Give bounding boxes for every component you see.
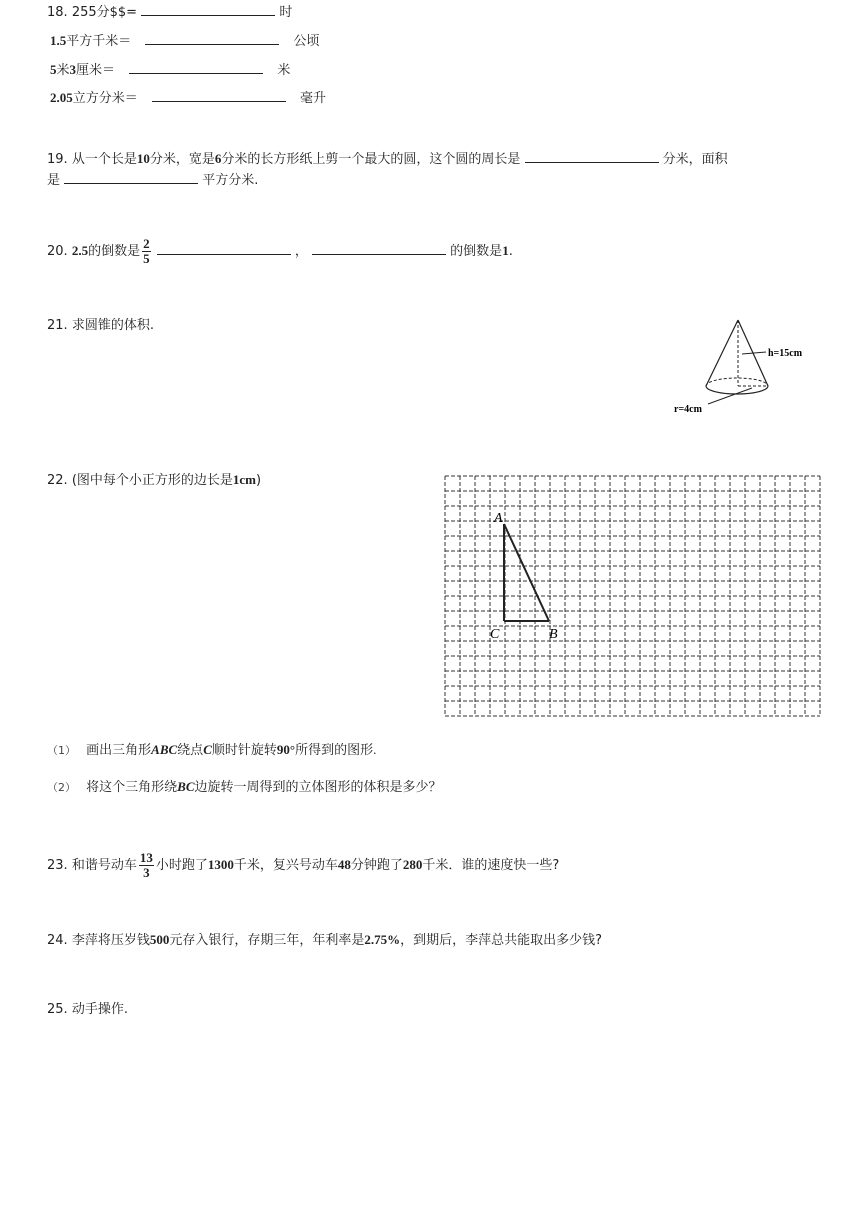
q22-sub2-text: 将这个三角形绕 <box>86 779 178 794</box>
q24-number: 24. <box>47 933 68 948</box>
q23-line <box>47 848 559 883</box>
q19-line1 <box>47 150 728 168</box>
q20-frac-num: 2 <box>143 236 150 251</box>
q20-text: 的倒数是 <box>88 244 141 259</box>
q18-line2-blank[interactable] <box>145 32 279 45</box>
q24-text: ，到期后，李萍总共能取出多少钱? <box>400 933 603 948</box>
q19-text: 分米的长方形纸上剪一个最大的圆，这个圆的周长是 <box>221 152 521 167</box>
q23-minutes: 48 <box>337 857 351 872</box>
q18-line3-text1: 米 <box>56 63 70 78</box>
q18-line2-value: 1.5 <box>50 33 67 48</box>
q20-line <box>47 234 513 269</box>
q18-number: 18. <box>47 5 68 20</box>
q20-one: 1 <box>502 243 509 258</box>
q22-line <box>47 472 261 489</box>
q18-line1 <box>47 3 292 21</box>
q25-text: 动手操作. <box>71 1002 128 1017</box>
q25-number: 25. <box>47 1002 68 1017</box>
q18-line4-value: 2.05 <box>50 90 73 105</box>
q23-text: 分钟跑了 <box>350 858 403 873</box>
q19-text: 分米，面积 <box>662 152 728 167</box>
cone-left-edge <box>706 320 738 386</box>
q20-fraction <box>142 237 151 266</box>
q24-text: 元存入银行，存期三年，年利率是 <box>169 933 365 948</box>
q19-text: 从一个长是 <box>71 152 137 167</box>
q23-text: 千米，复兴号动车 <box>233 858 338 873</box>
q18-line3 <box>50 61 290 79</box>
q22-sub1-text: 所得到的图形. <box>295 742 377 757</box>
q20-value: 2.5 <box>71 243 89 258</box>
q18-line2 <box>50 32 320 50</box>
q24-rate: 2.75% <box>364 932 401 947</box>
q24-text: 李萍将压岁钱 <box>71 933 150 948</box>
q19-text: 平方分米. <box>202 173 259 188</box>
q23-dist2: 280 <box>402 857 423 872</box>
q23-frac-num: 13 <box>139 850 153 865</box>
q19-area-blank[interactable] <box>64 171 198 184</box>
q22-sub2-bc: BC <box>177 779 195 794</box>
q23-fraction <box>139 851 154 880</box>
cone-base-front <box>706 386 768 394</box>
q20-frac-den: 5 <box>143 251 150 266</box>
q20-dot: . <box>508 244 513 259</box>
q18-line4-blank[interactable] <box>152 89 286 102</box>
q18-line3-text2: 厘米＝ <box>76 63 116 78</box>
q19-perimeter-blank[interactable] <box>525 150 659 163</box>
q20-number: 20. <box>47 244 68 259</box>
q22-sub1 <box>47 742 376 759</box>
q18-line2-text: 平方千米＝ <box>66 34 132 49</box>
q21-line <box>47 318 154 334</box>
point-b-label: B <box>549 627 558 642</box>
q18-line2-unit: 公顷 <box>293 34 320 49</box>
q18-line4-text: 立方分米＝ <box>72 91 138 106</box>
q22-number: 22. <box>47 473 68 488</box>
q23-text: 小时跑了 <box>155 858 208 873</box>
q18-line1-text: 255分$$= <box>71 5 138 20</box>
triangle-side-ab <box>504 524 549 621</box>
q19-width: 6 <box>214 151 222 166</box>
q22-unit: 1cm <box>232 472 257 487</box>
point-a-label: A <box>494 511 503 526</box>
q19-line2 <box>47 171 258 189</box>
q23-text: 千米．谁的速度快一些? <box>422 858 560 873</box>
q18-line3-unit: 米 <box>277 63 291 78</box>
q20-blank-2[interactable] <box>312 242 446 255</box>
q22-sub1-index: （1） <box>47 744 76 757</box>
q24-money: 500 <box>149 932 170 947</box>
q23-frac-den: 3 <box>143 865 150 880</box>
r-label: r=4cm <box>674 404 702 415</box>
q22-sub1-c: C <box>203 742 212 757</box>
q18-line3-value2: 3 <box>69 62 77 77</box>
q21-number: 21. <box>47 318 68 333</box>
q22-sub1-deg: 90° <box>276 742 296 757</box>
q22-sub1-text: 绕点 <box>177 742 204 757</box>
q18-line3-blank[interactable] <box>129 61 263 74</box>
h-label: h=15cm <box>768 348 803 359</box>
q22-sub2 <box>47 779 442 796</box>
q18-line4 <box>50 89 326 107</box>
q22-close: ) <box>256 473 262 488</box>
q22-sub1-text: 画出三角形 <box>86 742 152 757</box>
q18-line3-value: 5 <box>50 62 57 77</box>
q20-blank-1[interactable] <box>157 242 291 255</box>
q19-number: 19. <box>47 152 68 167</box>
r-pointer <box>708 388 752 404</box>
q18-line1-unit: 时 <box>279 5 293 20</box>
q19-length: 10 <box>136 151 150 166</box>
q23-number: 23. <box>47 858 68 873</box>
q18-line4-unit: 毫升 <box>300 91 327 106</box>
q23-text: 和谐号动车 <box>71 858 137 873</box>
q22-sub1-text: 顺时针旋转 <box>211 742 277 757</box>
q20-comma: ， <box>294 244 308 259</box>
q24-line <box>47 932 602 949</box>
q25-line <box>47 1002 128 1018</box>
q22-sub2-text: 边旋转一周得到的立体图形的体积是多少？ <box>194 779 442 794</box>
q23-dist1: 1300 <box>207 857 234 872</box>
q18-line1-blank[interactable] <box>141 3 275 16</box>
point-c-label: C <box>490 627 500 642</box>
q20-text: 的倒数是 <box>450 244 503 259</box>
q19-text: 分米，宽是 <box>149 152 215 167</box>
cone-figure <box>668 312 828 422</box>
q22-sub1-abc: ABC <box>151 742 178 757</box>
q21-text: 求圆锥的体积. <box>71 318 154 333</box>
q22-sub2-index: （2） <box>47 781 76 794</box>
q19-text: 是 <box>47 173 61 188</box>
h-pointer <box>742 352 766 354</box>
square-grid[interactable] <box>440 472 822 722</box>
cone-base-back <box>706 378 768 386</box>
q22-text: (图中每个小正方形的边长是 <box>71 473 233 488</box>
